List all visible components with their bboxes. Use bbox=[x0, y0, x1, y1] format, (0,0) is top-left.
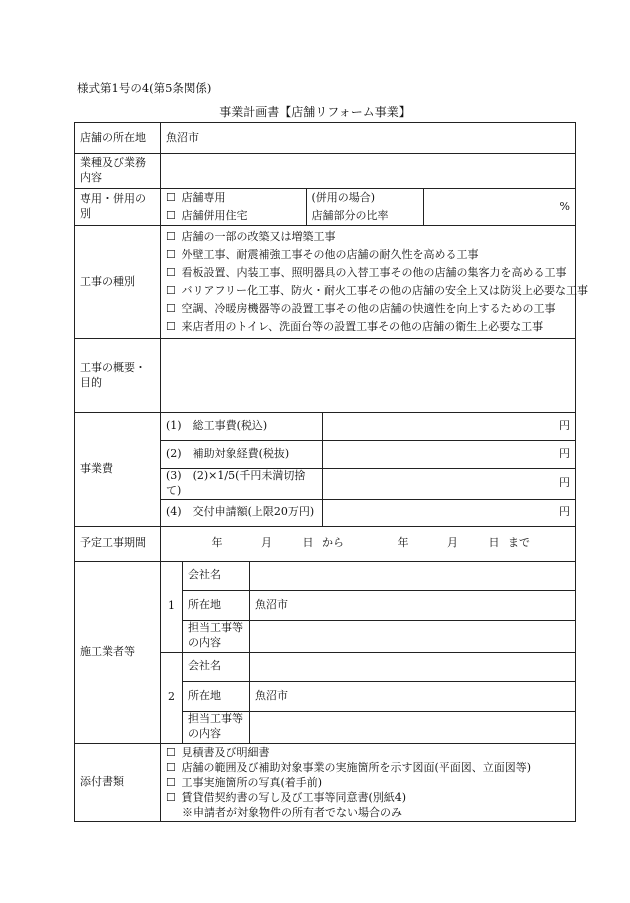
usage-option-exclusive[interactable] bbox=[166, 189, 301, 207]
attachments-label: 添付書類 bbox=[75, 743, 161, 821]
ratio-label: 店舗部分の比率 bbox=[311, 209, 389, 222]
to-year-unit: 年 bbox=[397, 536, 409, 550]
attachment-item-label: 賃貸借契約書の写し及び工事等同意書(別紙4) bbox=[181, 790, 407, 804]
usage-combined-label: 店舗併用住宅 bbox=[181, 209, 248, 222]
work-type-option[interactable] bbox=[166, 264, 570, 282]
cost-row-label: (3) (2)×1/5(千円未満切捨て) bbox=[161, 469, 323, 500]
work-type-option[interactable] bbox=[166, 246, 570, 264]
combined-note: (併用の場合) bbox=[311, 191, 376, 204]
form-number: 様式第1号の4(第5条関係) bbox=[77, 81, 212, 95]
from-month-unit: 月 bbox=[261, 536, 272, 550]
assigned-work-label: 担当工事等の内容 bbox=[183, 711, 250, 743]
store-location-value[interactable]: 魚沼市 bbox=[161, 123, 576, 154]
assigned-work-label: 担当工事等の内容 bbox=[183, 620, 250, 652]
attachment-note: ※申請者が対象物件の所有者でない場合のみ bbox=[182, 805, 402, 819]
yen-unit: 円 bbox=[559, 419, 570, 433]
plan-form-table bbox=[74, 122, 589, 822]
address-label: 所在地 bbox=[183, 681, 250, 711]
from-label: から bbox=[322, 536, 344, 550]
work-overview-value[interactable] bbox=[161, 339, 576, 413]
work-type-option[interactable] bbox=[166, 282, 589, 300]
cost-row-label: (2) 補助対象経費(税抜) bbox=[161, 441, 323, 469]
store-location-label: 店舗の所在地 bbox=[75, 123, 161, 154]
work-type-option[interactable] bbox=[166, 300, 570, 318]
checkbox-icon: ☐ bbox=[166, 209, 176, 222]
checkbox-icon: ☐ bbox=[166, 775, 176, 789]
checkbox-icon: ☐ bbox=[166, 230, 176, 243]
assigned-work-value[interactable] bbox=[250, 620, 576, 652]
checkbox-icon: ☐ bbox=[166, 284, 176, 297]
address-label: 所在地 bbox=[183, 590, 250, 620]
checkbox-icon: ☐ bbox=[166, 745, 176, 759]
checkbox-icon: ☐ bbox=[166, 266, 176, 279]
attachment-item-label: 工事実施箇所の写真(着手前) bbox=[181, 775, 323, 789]
attachment-item[interactable] bbox=[166, 775, 570, 790]
attachment-item[interactable] bbox=[166, 760, 570, 775]
cost-row-value[interactable] bbox=[323, 441, 576, 469]
schedule-label: 予定工事期間 bbox=[75, 526, 161, 561]
work-overview-label: 工事の概要・目的 bbox=[75, 339, 161, 413]
from-year-unit: 年 bbox=[211, 536, 223, 550]
schedule-value[interactable] bbox=[161, 526, 576, 561]
work-type-option[interactable] bbox=[166, 228, 570, 246]
company-name-label: 会社名 bbox=[183, 561, 250, 590]
yen-unit: 円 bbox=[559, 476, 570, 490]
business-type-label: 業種及び業務内容 bbox=[75, 154, 161, 189]
until-label: まで bbox=[508, 536, 530, 550]
cost-row-value[interactable] bbox=[323, 499, 576, 526]
attachment-item[interactable] bbox=[166, 745, 570, 760]
attachment-item-label: 見積書及び明細書 bbox=[181, 745, 270, 759]
percent-unit: % bbox=[559, 199, 570, 213]
work-type-option-label: 外壁工事、耐震補強工事その他の店舗の耐久性を高める工事 bbox=[181, 248, 479, 261]
document-title: 事業計画書【店舗リフォーム事業】 bbox=[219, 105, 411, 119]
company-name-value[interactable] bbox=[250, 652, 576, 681]
cost-row-label: (4) 交付申請額(上限20万円) bbox=[161, 499, 323, 526]
checkbox-icon: ☐ bbox=[166, 302, 176, 315]
work-type-options bbox=[161, 226, 589, 339]
to-day-unit: 日 bbox=[488, 536, 500, 550]
business-type-value[interactable] bbox=[161, 154, 576, 189]
address-value[interactable]: 魚沼市 bbox=[250, 590, 576, 620]
usage-exclusive-label: 店舗専用 bbox=[181, 191, 226, 204]
usage-option-combined[interactable] bbox=[166, 207, 301, 225]
contractor-number: 1 bbox=[161, 561, 183, 652]
usage-label: 専用・併用の別 bbox=[75, 189, 161, 226]
company-name-value[interactable] bbox=[250, 561, 576, 590]
checkbox-icon: ☐ bbox=[166, 248, 176, 261]
cost-row-value[interactable] bbox=[323, 413, 576, 441]
cost-label: 事業費 bbox=[75, 413, 161, 527]
work-type-option-label: 空調、冷暖房機器等の設置工事その他の店舗の快適性を向上するための工事 bbox=[181, 302, 556, 315]
work-type-option-label: バリアフリー化工事、防火・耐火工事その他の店舗の安全上又は防災上必要な工事 bbox=[181, 284, 589, 297]
assigned-work-value[interactable] bbox=[250, 711, 576, 743]
ratio-input[interactable] bbox=[423, 189, 575, 225]
cost-row-value[interactable] bbox=[323, 469, 576, 500]
attachment-item[interactable] bbox=[166, 790, 570, 805]
to-month-unit: 月 bbox=[447, 536, 458, 550]
checkbox-icon: ☐ bbox=[166, 191, 176, 204]
cost-row-label: (1) 総工事費(税込) bbox=[161, 413, 323, 441]
attachment-item-label: 店舗の範囲及び補助対象事業の実施箇所を示す図面(平面図、立面図等) bbox=[181, 760, 532, 774]
work-type-option-label: 店舗の一部の改築又は増築工事 bbox=[181, 230, 336, 243]
from-day-unit: 日 bbox=[302, 536, 314, 550]
contractor-number: 2 bbox=[161, 652, 183, 743]
work-type-option-label: 看板設置、内装工事、照明器具の入替工事その他の店舗の集客力を高める工事 bbox=[181, 266, 567, 279]
checkbox-icon: ☐ bbox=[166, 760, 176, 774]
attachments-list bbox=[161, 743, 576, 821]
contractor-label: 施工業者等 bbox=[75, 561, 161, 743]
yen-unit: 円 bbox=[559, 505, 570, 519]
checkbox-icon: ☐ bbox=[166, 320, 176, 333]
yen-unit: 円 bbox=[559, 447, 570, 461]
company-name-label: 会社名 bbox=[183, 652, 250, 681]
work-type-option-label: 来店者用のトイレ、洗面台等の設置工事その他の店舗の衛生上必要な工事 bbox=[181, 320, 544, 333]
address-value[interactable]: 魚沼市 bbox=[250, 681, 576, 711]
checkbox-icon: ☐ bbox=[166, 790, 176, 804]
work-type-option[interactable] bbox=[166, 318, 570, 336]
work-type-label: 工事の種別 bbox=[75, 226, 161, 339]
